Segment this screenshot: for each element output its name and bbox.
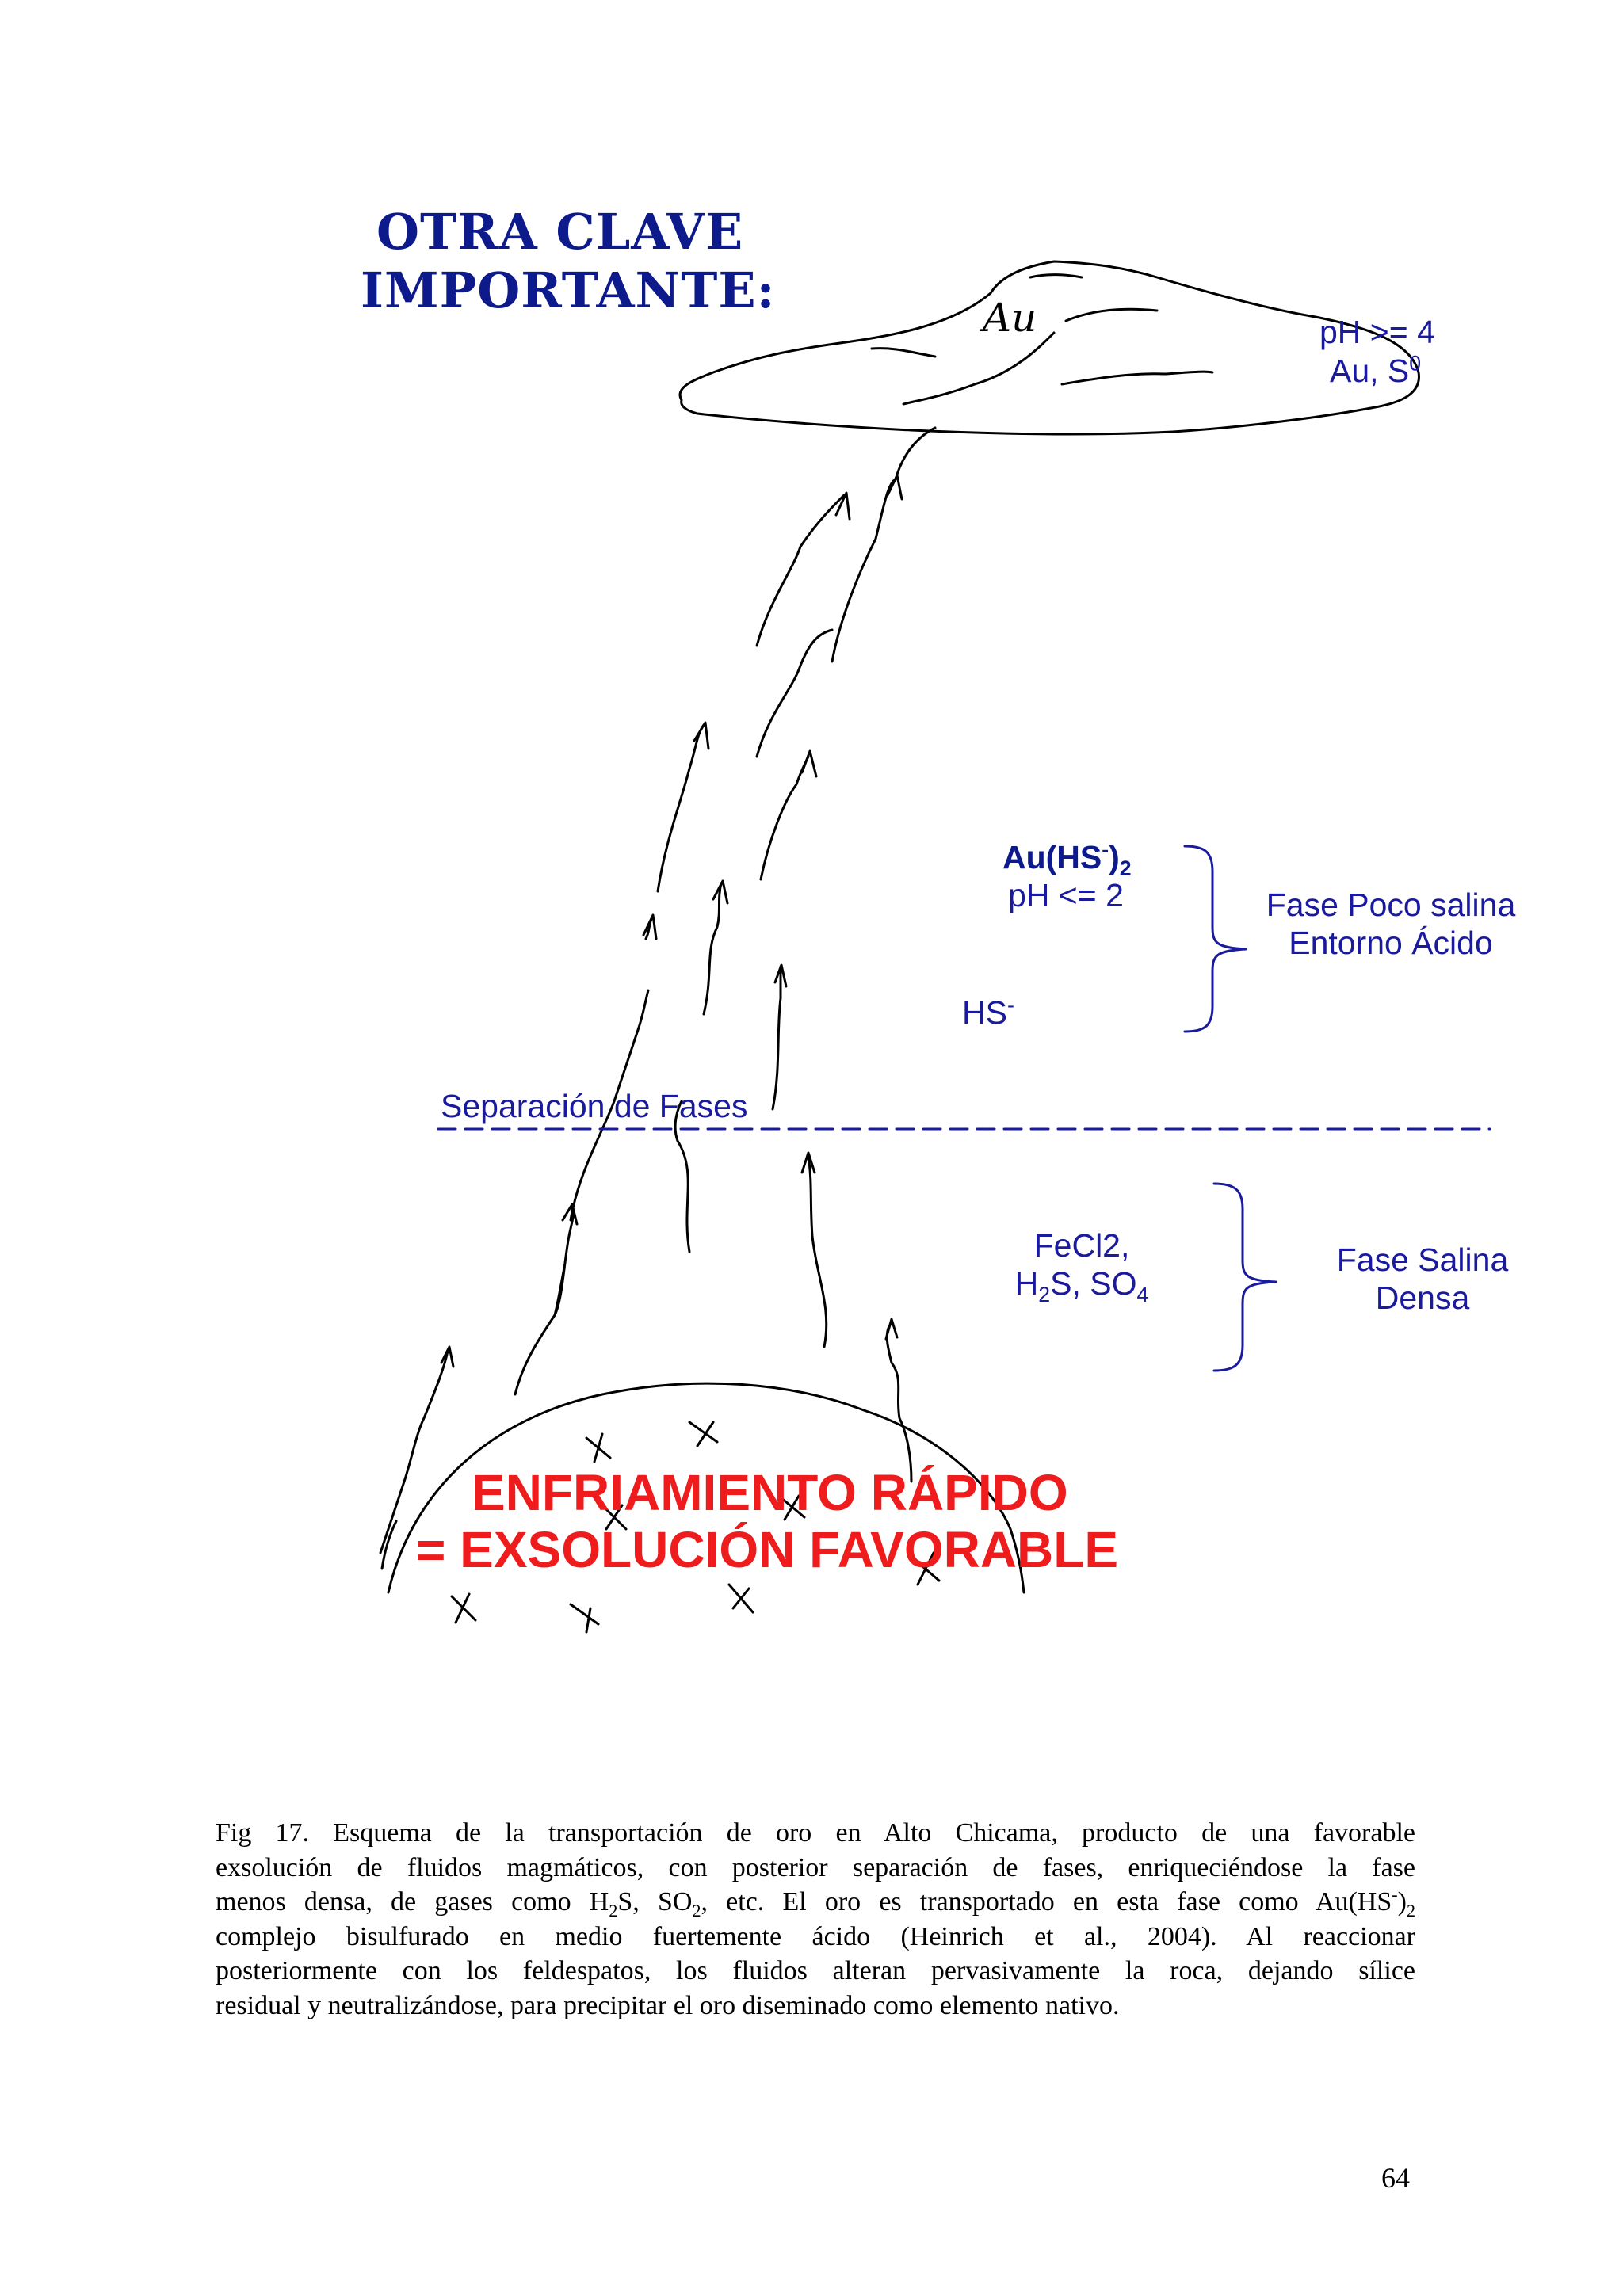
rising-arrow-1 xyxy=(757,495,844,646)
rising-arrow-6 xyxy=(704,883,721,1014)
h2s-so4-label xyxy=(1006,1264,1157,1307)
caption-l3h: 2 xyxy=(1406,1900,1416,1920)
lower-phase-line1: Fase Salina xyxy=(1336,1241,1509,1278)
rising-arrow-5-head xyxy=(802,751,816,776)
lower-phase-line2: Densa xyxy=(1375,1280,1470,1316)
au-hs-base: Au(HS xyxy=(1002,839,1102,875)
upper-phase-line1: Fase Poco salina xyxy=(1266,887,1516,923)
caption-l3g: ) xyxy=(1397,1887,1407,1917)
upper-phase-line2: Entorno Ácido xyxy=(1289,925,1493,961)
h-sub: 2 xyxy=(1038,1283,1051,1307)
caption-line-3 xyxy=(216,1885,1415,1920)
separation-label: Separación de Fases xyxy=(441,1088,748,1124)
caption-l3e: , etc. El oro es transportado en esta fase como Au(HS xyxy=(701,1887,1392,1917)
lower-phase-species xyxy=(1006,1226,1157,1307)
rising-arrow-8 xyxy=(773,967,781,1109)
au-hs-close: ) xyxy=(1109,839,1120,875)
rising-arrow-2-cloud xyxy=(896,428,935,479)
rising-arrow-13 xyxy=(887,1323,911,1482)
page-number: 64 xyxy=(1381,2162,1410,2194)
caption-l3f: - xyxy=(1392,1884,1398,1905)
diagram-title-line2: IMPORTANTE: xyxy=(361,261,776,319)
au-hs-complex-label xyxy=(1002,837,1132,881)
rising-arrow-15 xyxy=(555,1268,564,1315)
h-text: H xyxy=(1014,1265,1039,1302)
rising-arrow-11-head xyxy=(563,1204,577,1224)
rising-arrow-3 xyxy=(658,725,704,891)
figure-caption xyxy=(216,1816,1415,2023)
caption-line-6: residual y neutralizándose, para precipitar el oro diseminado como elemento nativo. xyxy=(216,1990,1120,2020)
diagram-title-line1: OTRA CLAVE xyxy=(376,203,744,261)
cloud-au-label: Au xyxy=(983,295,1037,341)
rising-arrow-2 xyxy=(832,479,896,662)
upper-ph-label: pH <= 2 xyxy=(1008,877,1124,913)
hs-label xyxy=(962,994,1014,1032)
cloud-swirl-3 xyxy=(1066,309,1157,321)
cloud-swirl-1 xyxy=(872,349,935,357)
cloud-au-s-text: Au, S xyxy=(1330,353,1410,389)
caption-l3c: S, SO xyxy=(617,1887,693,1917)
caption-l3a: menos densa, de gases como H xyxy=(216,1887,609,1917)
so-sub: 4 xyxy=(1136,1283,1149,1307)
caption-line-2: exsolución de fluidos magmáticos, con posterior separación de fases, enriqueciéndose la fase xyxy=(216,1852,1415,1882)
diagram-title xyxy=(361,203,776,320)
cloud-s-superscript: 0 xyxy=(1409,351,1422,376)
upper-brace xyxy=(1185,846,1246,1032)
cloud-swirl-2 xyxy=(903,333,1054,404)
lower-phase-label xyxy=(1312,1241,1533,1317)
caption-line-4: complejo bisulfurado en medio fuertemente ácido (Heinrich et al., 2004). Al reaccionar xyxy=(216,1921,1415,1951)
emphasis-line2: = EXSOLUCIÓN FAVORABLE xyxy=(416,1521,1119,1578)
au-hs-sup: - xyxy=(1102,837,1109,862)
rising-arrow-13-head xyxy=(886,1319,897,1339)
rising-arrow-12 xyxy=(808,1157,827,1347)
caption-l3d: 2 xyxy=(692,1900,701,1920)
cloud-swirl-4 xyxy=(1062,372,1212,384)
hs-base: HS xyxy=(962,994,1007,1031)
s-so-text: S, SO xyxy=(1050,1265,1137,1302)
caption-line-1: Fig 17. Esquema de la transportación de oro en Alto Chicama, producto de una favorable xyxy=(216,1818,1415,1848)
cloud-ph-label: pH >= 4 xyxy=(1319,314,1435,350)
cloud-au-s-label xyxy=(1330,352,1421,390)
caption-l3b: 2 xyxy=(609,1900,618,1920)
au-hs-sub: 2 xyxy=(1119,856,1132,881)
rising-arrow-5 xyxy=(761,757,808,879)
cloud-swirl-5 xyxy=(1030,275,1082,277)
fecl2-label: FeCl2, xyxy=(1033,1227,1130,1264)
hs-sup: - xyxy=(1006,993,1014,1017)
rising-arrow-11 xyxy=(515,1208,573,1394)
upper-phase-label xyxy=(1260,886,1522,962)
emphasis-line1: ENFRIAMIENTO RÁPIDO xyxy=(472,1464,1068,1521)
caption-line-5: posteriormente con los feldespatos, los fluidos alteran pervasivamente la roca, dejando sílice xyxy=(216,1956,1415,1985)
rising-arrow-4 xyxy=(757,630,832,757)
cloud-outline xyxy=(680,261,1422,434)
lower-brace xyxy=(1214,1184,1276,1371)
